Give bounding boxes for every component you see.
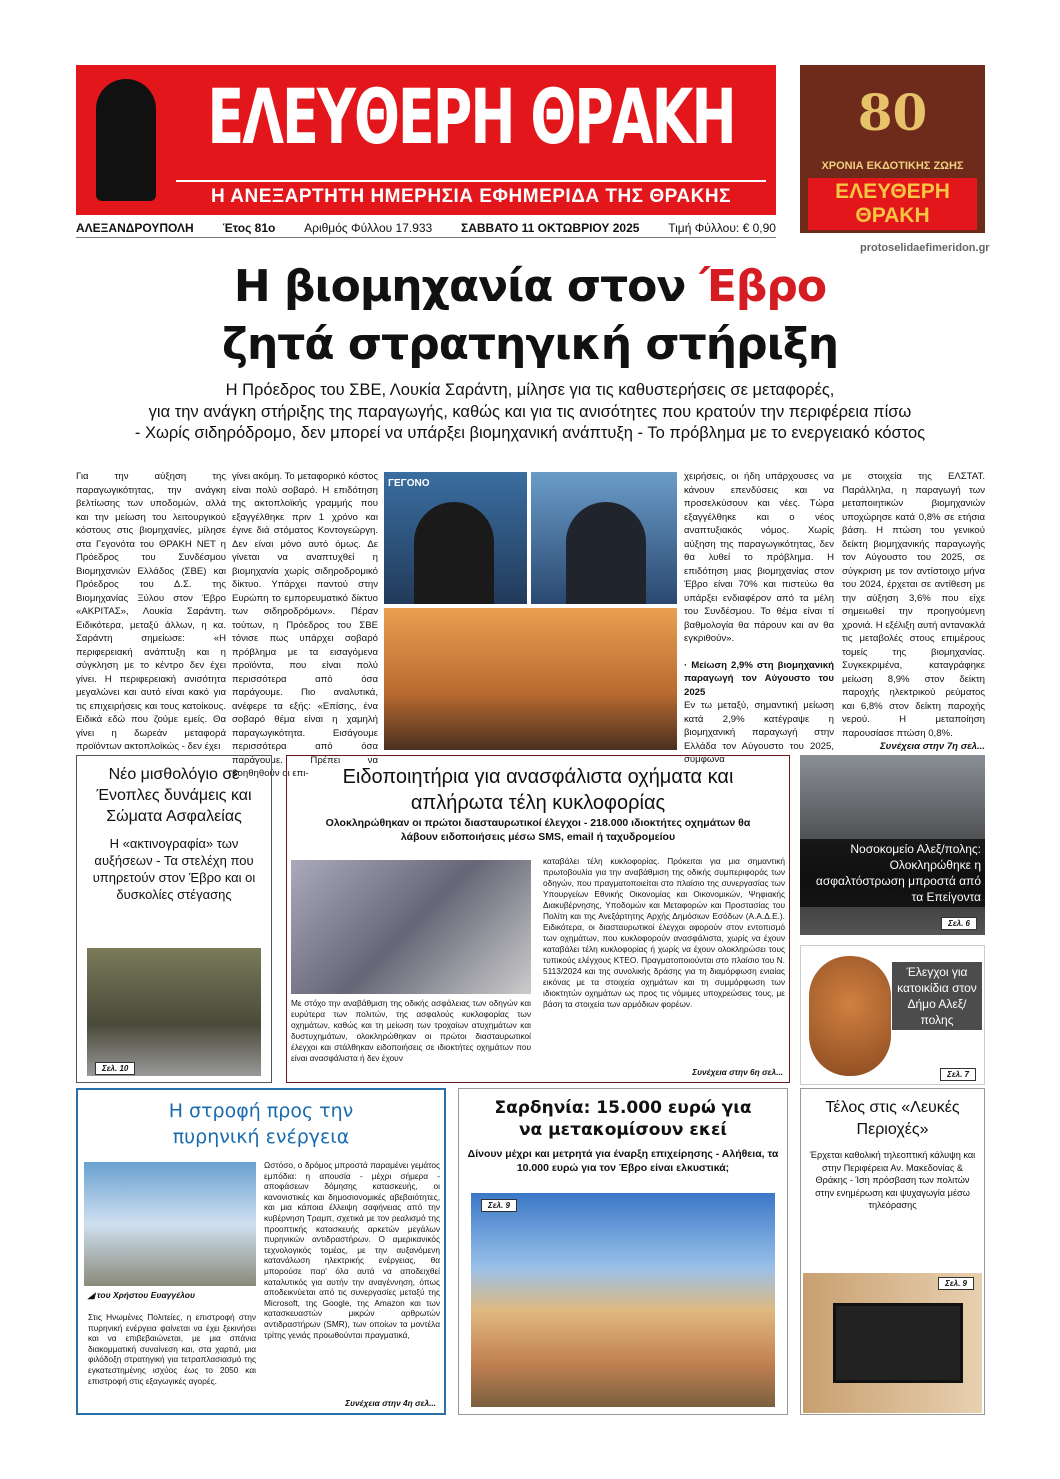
lead-deck — [60, 380, 1000, 445]
column-text: χειρήσεις, οι ήδη υπάρχουσες να κάνουν επενδύσεις και να προσελκύσουν και νέες. Τώρα εξαγγέλθηκε και ο νέος αναπτυξιακός νόμος. Χωρίς αύξηση της παραγωγικότητας, δεν θα λυθεί το πρόβλημα. Η επιδότηση μιας βιομηχανίας στον Έβρο είναι 70% και πιστεύω θα υπάρξει ενδιαφέρον από τα μέλη του Συνδέσμου. Το θέμα είναι τί βαθμολογία θα πάρουν και αν θα εγκριθούν». — [684, 471, 834, 644]
interview-photo-woman — [384, 472, 527, 604]
continued-link[interactable]: Συνέχεια στην 6η σελ... — [692, 1067, 783, 1077]
page-ref: Σελ. 9 — [938, 1277, 974, 1290]
tv-label: ΓΕΓΟΝΟ — [388, 478, 430, 489]
cars-title: Ειδοποιητήρια για ανασφάλιστα οχήματα και απλήρωτα τέλη κυκλοφορίας — [342, 766, 734, 814]
lead-column-2: γίνει ακόμη. Το μεταφορικό κόστος είναι πολύ σοβαρό. Η επιδότηση της ακτοπλοϊκής γραμμής που εξαγγέλθηκε πριν 1 χρόνο και έγινε διά στόματος Κοντογεώργη. Δεν είναι μόνο αυτό όμως. Δε γίνεται να αναπτυχθεί η βιομηχανία χωρίς σιδηροδρομικό δίκτυο. Υπάρχει παντού στην Ευρώπη το εμπορευματικό δίκτυο των σιδηροδρόμων». Πέραν τούτων, η Πρόεδρος του ΣΒΕ τόνισε πως υπάρχει σοβαρό πρόβλημα με τα εισαγόμενα προϊόντα, που είναι πολύ περισσότερα από όσα παράγουμε. Πιο αναλυτικά, ανέφερε τα εξής: «Επίσης, ένα σοβαρό θέμα είναι η χαμηλή παραγωγικότητα. Εισάγουμε περισσότερα από όσα παράγουμε. Πρέπει να βοηθηθούν οι επι- — [232, 471, 378, 779]
lead-headline — [60, 258, 1000, 374]
nuclear-title: Η στροφή προς την πυρηνική ενέργεια — [168, 1100, 354, 1148]
headline-line-2: ζητά στρατηγική στήριξη — [221, 319, 839, 370]
army-text: Η «ακτινογραφία» των αυξήσεων - Τα στελέχη που υπηρετούν στον Έβρο και οι δυσκολίες στέγασης — [92, 836, 256, 902]
army-article[interactable] — [76, 755, 272, 1083]
continued-link[interactable]: Συνέχεια στην 4η σελ... — [345, 1398, 436, 1408]
author: ◢ του Χρήστου Ευαγγέλου — [88, 1290, 195, 1300]
anniversary-ad — [800, 65, 985, 233]
sardinia-city-photo — [471, 1193, 775, 1407]
tv-photo — [803, 1273, 982, 1413]
person-silhouette — [414, 502, 494, 604]
headline-highlight: Έβρο — [699, 261, 827, 312]
column-text: Εν τω μεταξύ, σημαντική μείωση κατά 2,9% κατέγραψε η βιομηχανική παραγωγή στην Ελλάδα τον Αύγουστο του 2025, σύμφωνα — [684, 700, 834, 765]
date: ΣΑΒΒΑΤΟ 11 ΟΚΤΩΒΡΙΟΥ 2025 — [461, 221, 640, 235]
newspaper-title: ΕΛΕΥΘΕΡΗ ΘΡΑΚΗ — [207, 73, 735, 162]
price: Τιμή Φύλλου: € 0,90 — [668, 221, 776, 235]
traffic-photo — [291, 860, 531, 994]
cars-right-text: καταβάλει τέλη κυκλοφορίας. Πρόκειται για μια σημαντική πρωτοβουλία για την αναβάθμιση της οδικής συμπεριφοράς των οδηγών, που πραγματοποιείται στο πλαίσιο της συνεργασίας των Υπουργείων Εθνικής Οικονομίας και Οικονομικών, Ψηφιακής Διακυβέρνησης, Υποδομών και Μεταφορών και Προστασίας του Πολίτη και της Ανεξάρτητης Αρχής Δημόσιων Εσόδων (Α.Α.Δ.Ε.). Ειδικότερα, οι διασταυρωτικοί έλεγχοι αφορούν στον εντοπισμό των οχημάτων, που κυκλοφορούν ανασφάλιστα, χωρίς να έχουν καταβάλει τέλη κυκλοφορίας ή χωρίς να έχουν ολοκληρώσει τους τυπικούς ελέγχους ΚΤΕΟ. Πραγματοποιούνται στο πλαίσιο του Ν. 5113/2024 και της συνολικής δράσης για τη διαμόρφωση ενιαίας εικόνας με τα στοιχεία οχημάτων και τη συμμόρφωση των ιδιοκτητών οχημάτων ως προς τις νόμιμες υποχρεώσεις τους, με βάση τα στοιχεία των αρμόδιων φορέων. — [543, 856, 785, 1009]
page-ref: Σελ. 7 — [940, 1068, 976, 1081]
refinery-photo — [384, 608, 677, 750]
tv-article[interactable] — [800, 1088, 985, 1415]
lead-column-3 — [684, 470, 834, 767]
anniversary-number: 80 — [857, 83, 928, 142]
newspaper-subtitle: Η ΑΝΕΞΑΡΤΗΤΗ ΗΜΕΡΗΣΙΑ ΕΦΗΜΕΡΙΔΑ ΤΗΣ ΘΡΑΚΗΣ — [176, 180, 766, 208]
deck-line: Η Πρόεδρος του ΣΒΕ, Λουκία Σαράντη, μίλησε για τις καθυστερήσεις σε μεταφορές, — [225, 381, 835, 399]
nuclear-left-text: Στις Ηνωμένες Πολιτείες, η επιστροφή στην πυρηνική ενέργεια φαίνεται να έχει ξεκινήσει και να επιβεβαιώνεται, με μια σπάνια διακομματική συναίνεση και, στα χαρτιά, μια φιλόδοξη στρατηγική για τετραπλασιασμό της εγκατεστημένης ισχύος έως το 2050 και επιστροφή στις εξαγωγικές αγορές. — [88, 1312, 256, 1386]
tv-title: Τέλος στις «Λευκές Περιοχές» — [825, 1099, 960, 1138]
lead-column-4 — [842, 470, 985, 754]
page-ref: Σελ. 6 — [941, 917, 977, 930]
cooling-towers-photo — [84, 1162, 256, 1286]
dog-image — [809, 956, 891, 1076]
pets-caption: Έλεγχοι για κατοικίδια στον Δήμο Αλεξ/πολης — [892, 962, 982, 1030]
nuclear-article[interactable] — [76, 1088, 446, 1415]
cars-left-text: Με στόχο την αναβάθμιση της οδικής ασφάλειας των οδηγών και ευρύτερα των πολιτών, της ασφαλούς κυκλοφορίας των οχημάτων, καθώς και τη μείωση των τροχαίων ατυχημάτων και δυστυχημάτων, ολοκληρώθηκαν οι πρώτοι διασταυρωτικοί έλεγχοι και στάλθηκαν ειδοποιήσεις σε ιδιοκτήτες οχημάτων που είναι ανασφάλιστα ή δεν έχουν — [291, 998, 531, 1063]
hospital-caption: Νοσοκομείο Αλεξ/πολης: Ολοκληρώθηκε η ασφαλτόστρωση μπροστά από τα Επείγοντα — [800, 839, 985, 907]
subheading: · Μείωση 2,9% στη βιομηχανική παραγωγή τον Αύγουστο του 2025 — [684, 659, 834, 698]
cars-article[interactable] — [286, 755, 790, 1083]
page-ref: Σελ. 9 — [481, 1199, 517, 1212]
source-site: protoselidaefimeridon.gr — [860, 242, 990, 254]
hospital-photo[interactable] — [800, 755, 985, 935]
headline-part: Η βιομηχανία στον — [233, 261, 700, 312]
city: ΑΛΕΞΑΝΔΡΟΥΠΟΛΗ — [76, 221, 194, 235]
page-ref: Σελ. 10 — [95, 1062, 135, 1075]
nike-statue-logo — [96, 79, 156, 201]
soldiers-photo — [87, 948, 261, 1076]
column-text: με στοιχεία της ΕΛΣΤΑΤ. Παράλληλα, η παραγωγή των μεταποιητικών βιομηχανιών υποχώρησε κατά 0,8% σε ετήσια βάση. Η πτώση του γενικού δείκτη βιομηχανικής παραγωγής τον Αύγουστο του 2025, σε σύγκριση με τον αντίστοιχο μήνα του 2024, έρχεται σε αντίθεση με την αύξηση 3,6% που είχε σημειωθεί την προηγούμενη χρονιά. Η εξέλιξη αυτή αντανακλά τις μεταβολές στους επιμέρους τομείς της βιομηχανίας. Συγκεκριμένα, καταγράφηκε μείωση 8,9% στον δείκτη παροχής ηλεκτρικού ρεύματος και 6,8% στον δείκτη παροχής νερού. Η μεταποίηση παρουσίασε πτώση 0,8%. — [842, 471, 985, 739]
lead-column-1: Για την αύξηση της παραγωγικότητας, την ανάγκη βελτίωσης των υποδομών, αλλά και την μείωση του λειτουργικού κόστους στις βιομηχανίες, μίλησε στα Γεγονότα του ΘΡΑΚΗ ΝΕΤ η Πρόεδρος του Συνδέσμου Βιομηχανιών Ελλάδος (ΣΒΕ) και Πρόεδρος του Δ.Σ. της Βιομηχανίας Ξύλου στον Έβρο «ΑΚΡΙΤΑΣ», Λουκία Σαράντη. Ειδικότερα, μεταξύ άλλων, η κα. Σαράντη σημείωσε: «Η περιφερειακή ανάπτυξη και η σύγκληση με το κέντρο δεν έχει γίνει. Η περιφερειακή ανισότητα μεγαλώνει και αυτό είναι κακό για τις επιχειρήσεις και τους κατοίκους. Ειδικά εδώ που ζούμε εμείς. Θα γίνει η δωρεάν μεταφορά προϊόντων ακτοπλοϊκώς - δεν έχει — [76, 471, 226, 752]
continued-link[interactable]: Συνέχεια στην 7η σελ... — [880, 741, 985, 752]
cars-deck: Ολοκληρώθηκαν οι πρώτοι διασταυρωτικοί έλεγχοι - 218.000 ιδιοκτήτες οχημάτων θα λάβουν ειδοποιήσεις μέσω SMS, email ή ταχυδρομείου — [325, 817, 751, 843]
tv-text: Έρχεται καθολική τηλεοπτική κάλυψη και στην Περιφέρεια Αν. Μακεδονίας & Θράκης - Ίση πρόσβαση των πολιτών στην ενημέρωση και ψυχαγωγία μέσω τηλεόρασης — [809, 1150, 976, 1210]
pets-photo[interactable] — [800, 945, 985, 1085]
masthead — [76, 65, 776, 215]
army-title: Νέο μισθολόγιο σε Ένοπλες δυνάμεις και Σώματα Ασφαλείας — [96, 766, 252, 825]
nuclear-right-text: Ωστόσο, ο δρόμος μπροστά παραμένει γεμάτος εμπόδια: η απουσία - μέχρι σήμερα - αποφάσεων δόμησης κατασκευής, οι κανονιστικές και δημοσιονομικές αβεβαιότητες, και μια κάποια έλλειψη σαφήνειας από την κυβέρνηση Τραμπ, σχετικά με τον ρεαλισμό της προοπτικής κατασκευής αρκετών μεγάλων πυρηνικών αντιδραστήρων. Ο αμερικανικός τεχνολογικός τομέας, με την αυξανόμενη κατανάλωση ηλεκτρικής ενέργειας, θα μπορούσε παρ' όλα αυτά να αποδειχθεί καταλυτικός για αυτήν την αναγέννηση, όπως αποδεικνύεται από τις συνεργασίες μεταξύ της Microsoft, της Google, της Amazon και των κατασκευαστών μικρών αρθρωτών αντιδραστήρων (SMR), των οποίων τα μοντέλα τρίτης γενιάς προωθούνται πραγματικά, — [264, 1160, 440, 1340]
issue-info-bar — [76, 221, 776, 238]
sardinia-article[interactable] — [458, 1088, 788, 1415]
anniversary-text: ΧΡΟΝΙΑ ΕΚΔΟΤΙΚΗΣ ΖΩΗΣ — [821, 160, 964, 172]
issue-number: Αριθμός Φύλλου 17.933 — [304, 221, 433, 235]
deck-line: για την ανάγκη στήριξης της παραγωγής, καθώς και για τις ανισότητες που κρατούν την περιφέρεια πίσω — [148, 402, 912, 421]
deck-line: - Χωρίς σιδηρόδρομο, δεν μπορεί να υπάρξει βιομηχανική ανάπτυξη - Το πρόβλημα με το ενεργειακό κόστος — [134, 424, 926, 442]
television-image — [833, 1303, 963, 1383]
anniversary-brand: ΕΛΕΥΘΕΡΗ ΘΡΑΚΗ — [808, 178, 977, 230]
sardinia-deck: Δίνουν μέχρι και μετρητά για έναρξη επιχείρησης - Αλήθεια, τα 10.000 ευρώ για τον Έβρο είναι ελκυστικά; — [467, 1148, 779, 1174]
year: Έτος 81ο — [222, 221, 276, 235]
interview-photo-man — [531, 472, 677, 604]
sardinia-title: Σαρδηνία: 15.000 ευρώ για να μετακομίσουν εκεί — [494, 1098, 752, 1140]
person-silhouette — [566, 502, 646, 604]
